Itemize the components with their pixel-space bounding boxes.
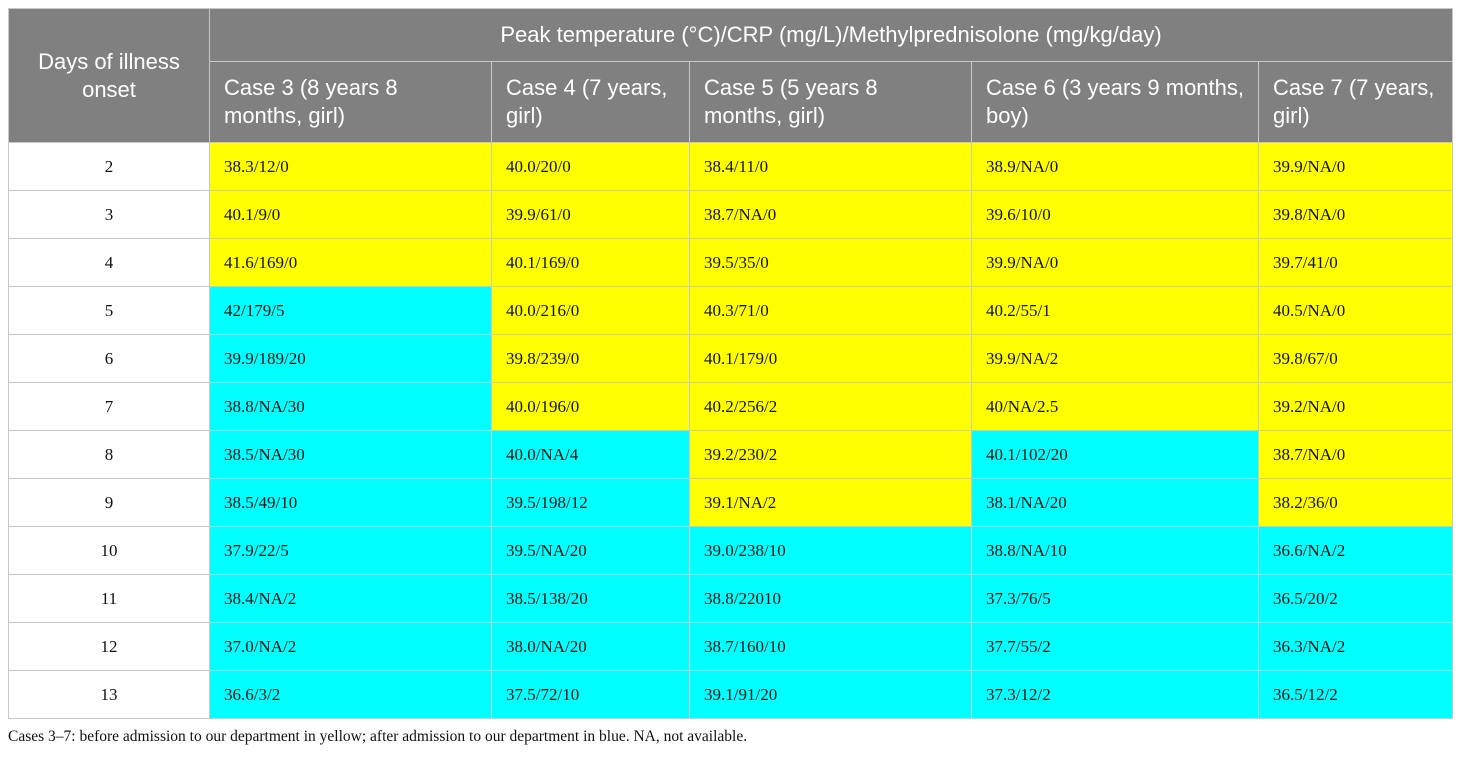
- value-cell: 39.9/NA/2: [972, 335, 1259, 383]
- value-cell: 39.7/41/0: [1259, 239, 1453, 287]
- value-cell: 38.8/22010: [690, 575, 972, 623]
- value-cell: 38.7/160/10: [690, 623, 972, 671]
- data-table: [8, 8, 1453, 719]
- value-cell: 38.8/NA/30: [210, 383, 492, 431]
- day-cell: 11: [9, 575, 210, 623]
- day-cell: 13: [9, 671, 210, 719]
- table-container: [8, 8, 1452, 719]
- case-header: Case 3 (8 years 8 months, girl): [210, 62, 492, 143]
- table-row: [9, 191, 1453, 239]
- value-cell: 40.1/179/0: [690, 335, 972, 383]
- value-cell: 36.3/NA/2: [1259, 623, 1453, 671]
- table-row: [9, 527, 1453, 575]
- value-cell: 37.7/55/2: [972, 623, 1259, 671]
- value-cell: 39.2/230/2: [690, 431, 972, 479]
- day-cell: 3: [9, 191, 210, 239]
- value-cell: 37.3/12/2: [972, 671, 1259, 719]
- value-cell: 40.1/102/20: [972, 431, 1259, 479]
- value-cell: 38.3/12/0: [210, 143, 492, 191]
- value-cell: 39.9/NA/0: [1259, 143, 1453, 191]
- value-cell: 38.0/NA/20: [492, 623, 690, 671]
- value-cell: 40.0/196/0: [492, 383, 690, 431]
- day-column-header: Days of illness onset: [9, 9, 210, 143]
- case-header: Case 5 (5 years 8 months, girl): [690, 62, 972, 143]
- value-cell: 39.2/NA/0: [1259, 383, 1453, 431]
- table-footnote: Cases 3–7: before admission to our department in yellow; after admission to our department in blue. NA, not available.: [8, 728, 748, 745]
- case-header: Case 7 (7 years, girl): [1259, 62, 1453, 143]
- header-row-cases: [9, 62, 1453, 143]
- value-cell: 37.0/NA/2: [210, 623, 492, 671]
- value-cell: 40.2/55/1: [972, 287, 1259, 335]
- value-cell: 36.6/NA/2: [1259, 527, 1453, 575]
- table-row: [9, 335, 1453, 383]
- day-cell: 4: [9, 239, 210, 287]
- value-cell: 36.6/3/2: [210, 671, 492, 719]
- day-cell: 6: [9, 335, 210, 383]
- table-row: [9, 383, 1453, 431]
- value-cell: 39.1/NA/2: [690, 479, 972, 527]
- value-cell: 39.5/35/0: [690, 239, 972, 287]
- value-cell: 40.1/169/0: [492, 239, 690, 287]
- value-cell: 37.9/22/5: [210, 527, 492, 575]
- value-cell: 39.5/NA/20: [492, 527, 690, 575]
- value-cell: 40.0/216/0: [492, 287, 690, 335]
- value-cell: 42/179/5: [210, 287, 492, 335]
- value-cell: 38.5/49/10: [210, 479, 492, 527]
- table-row: [9, 239, 1453, 287]
- day-cell: 9: [9, 479, 210, 527]
- value-cell: 38.8/NA/10: [972, 527, 1259, 575]
- day-cell: 8: [9, 431, 210, 479]
- day-cell: 12: [9, 623, 210, 671]
- value-cell: 38.9/NA/0: [972, 143, 1259, 191]
- table-row: [9, 575, 1453, 623]
- table-row: [9, 479, 1453, 527]
- value-cell: 39.8/NA/0: [1259, 191, 1453, 239]
- value-cell: 37.3/76/5: [972, 575, 1259, 623]
- table-row: [9, 143, 1453, 191]
- value-cell: 39.9/189/20: [210, 335, 492, 383]
- value-cell: 39.9/61/0: [492, 191, 690, 239]
- day-cell: 7: [9, 383, 210, 431]
- value-cell: 38.1/NA/20: [972, 479, 1259, 527]
- table-row: [9, 431, 1453, 479]
- value-cell: 39.0/238/10: [690, 527, 972, 575]
- value-cell: 36.5/20/2: [1259, 575, 1453, 623]
- table-row: [9, 287, 1453, 335]
- value-cell: 38.2/36/0: [1259, 479, 1453, 527]
- value-cell: 40.5/NA/0: [1259, 287, 1453, 335]
- table-body: [9, 143, 1453, 719]
- day-cell: 10: [9, 527, 210, 575]
- table-row: [9, 671, 1453, 719]
- value-cell: 39.5/198/12: [492, 479, 690, 527]
- day-cell: 5: [9, 287, 210, 335]
- value-cell: 38.4/11/0: [690, 143, 972, 191]
- value-cell: 38.7/NA/0: [690, 191, 972, 239]
- case-header: Case 6 (3 years 9 months, boy): [972, 62, 1259, 143]
- measure-group-header: Peak temperature (°C)/CRP (mg/L)/Methylprednisolone (mg/kg/day): [210, 9, 1453, 62]
- table-row: [9, 623, 1453, 671]
- value-cell: 39.1/91/20: [690, 671, 972, 719]
- value-cell: 37.5/72/10: [492, 671, 690, 719]
- value-cell: 38.7/NA/0: [1259, 431, 1453, 479]
- header-row-group: [9, 9, 1453, 62]
- day-cell: 2: [9, 143, 210, 191]
- value-cell: 39.8/67/0: [1259, 335, 1453, 383]
- value-cell: 38.5/138/20: [492, 575, 690, 623]
- value-cell: 39.6/10/0: [972, 191, 1259, 239]
- value-cell: 39.9/NA/0: [972, 239, 1259, 287]
- value-cell: 40.3/71/0: [690, 287, 972, 335]
- case-header: Case 4 (7 years, girl): [492, 62, 690, 143]
- value-cell: 40.0/20/0: [492, 143, 690, 191]
- value-cell: 38.5/NA/30: [210, 431, 492, 479]
- value-cell: 41.6/169/0: [210, 239, 492, 287]
- value-cell: 38.4/NA/2: [210, 575, 492, 623]
- value-cell: 40.2/256/2: [690, 383, 972, 431]
- value-cell: 36.5/12/2: [1259, 671, 1453, 719]
- value-cell: 40.1/9/0: [210, 191, 492, 239]
- value-cell: 39.8/239/0: [492, 335, 690, 383]
- value-cell: 40.0/NA/4: [492, 431, 690, 479]
- value-cell: 40/NA/2.5: [972, 383, 1259, 431]
